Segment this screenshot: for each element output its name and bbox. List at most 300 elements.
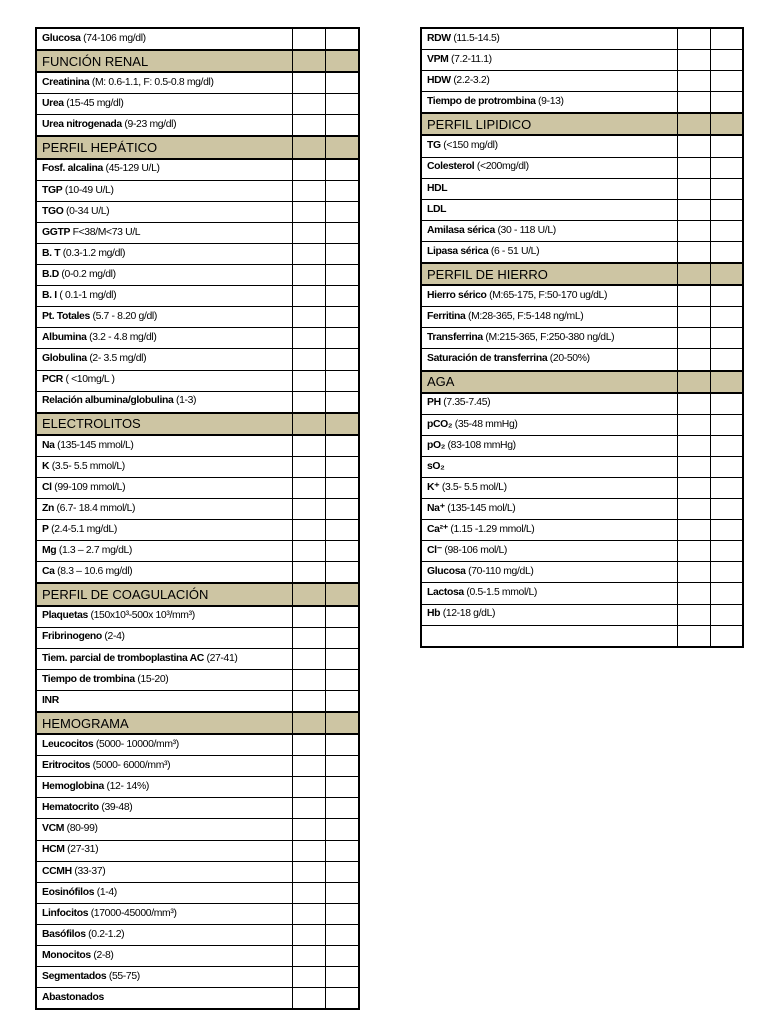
test-name: TGO <box>42 205 64 217</box>
result-cell-1[interactable] <box>677 28 710 50</box>
test-row-linfocitos <box>36 903 359 924</box>
result-cell-2[interactable] <box>710 541 743 562</box>
result-cell-2[interactable] <box>326 734 359 756</box>
test-name: VCM <box>42 823 65 835</box>
reference-range: (7.2-11.1) <box>451 53 492 65</box>
result-cell-2[interactable] <box>326 988 359 1010</box>
test-label <box>36 520 293 541</box>
result-cell-2[interactable] <box>710 28 743 50</box>
test-label <box>36 115 293 137</box>
reference-range: (98-106 mol/L) <box>444 545 508 557</box>
result-cell-1[interactable] <box>293 606 326 628</box>
result-cell-1[interactable] <box>293 328 326 349</box>
result-cell-2[interactable] <box>326 756 359 777</box>
result-cell-2[interactable] <box>326 477 359 498</box>
test-name: pCO₂ <box>427 418 453 430</box>
test-row-k <box>36 456 359 477</box>
test-name: RDW <box>427 32 451 44</box>
result-cell-2[interactable] <box>326 648 359 669</box>
reference-range: (15-45 mg/dl) <box>66 98 124 110</box>
test-row-ca <box>421 520 743 541</box>
section-title: PERFIL DE HIERRO <box>421 263 677 285</box>
test-row-vcm <box>36 819 359 840</box>
reference-range: (2- 3.5 mg/dl) <box>89 353 147 365</box>
test-label <box>36 734 293 756</box>
test-name: Glucosa <box>427 566 466 578</box>
reference-range: (17000-45000/mm³) <box>90 907 177 919</box>
result-cell-1[interactable] <box>293 967 326 988</box>
result-cell-2 <box>710 371 743 393</box>
result-cell-2[interactable] <box>326 349 359 370</box>
result-cell-2[interactable] <box>710 604 743 625</box>
result-cell-2[interactable] <box>710 583 743 604</box>
test-row-colesterol <box>421 157 743 178</box>
test-name: Na <box>42 439 55 451</box>
result-cell-1[interactable] <box>293 924 326 945</box>
result-cell-2[interactable] <box>326 222 359 243</box>
test-label <box>421 499 677 520</box>
result-cell-1[interactable] <box>293 28 326 50</box>
result-cell-2[interactable] <box>326 777 359 798</box>
result-cell-1[interactable] <box>293 734 326 756</box>
test-row-b-i <box>36 286 359 307</box>
test-row-relacion-albumina-globulina <box>36 391 359 413</box>
result-cell-2[interactable] <box>326 541 359 562</box>
result-cell-2[interactable] <box>710 477 743 498</box>
test-name: Hemoglobina <box>42 781 104 793</box>
test-row-zn <box>36 499 359 520</box>
test-label <box>36 669 293 690</box>
reference-range: (8.3 – 10.6 mg/dl) <box>57 566 133 578</box>
result-cell-2[interactable] <box>710 307 743 328</box>
result-cell-2[interactable] <box>326 72 359 94</box>
test-name: PCR <box>42 374 63 386</box>
test-label <box>421 456 677 477</box>
test-row-hematocrito <box>36 798 359 819</box>
test-name: Ferritina <box>427 311 466 323</box>
test-name: Mg <box>42 545 57 557</box>
test-row-b-d <box>36 265 359 286</box>
result-cell-2[interactable] <box>326 606 359 628</box>
result-cell-2[interactable] <box>710 499 743 520</box>
test-label <box>36 798 293 819</box>
result-cell-1[interactable] <box>677 625 710 647</box>
result-cell-1[interactable] <box>677 604 710 625</box>
result-cell-1[interactable] <box>677 307 710 328</box>
result-cell-2[interactable] <box>326 243 359 264</box>
test-label <box>421 285 677 307</box>
test-row-hb <box>421 604 743 625</box>
result-cell-2[interactable] <box>326 201 359 222</box>
result-cell-1[interactable] <box>293 159 326 181</box>
test-row-so <box>421 456 743 477</box>
result-cell-2[interactable] <box>710 92 743 114</box>
reference-range: (27-41) <box>206 652 238 664</box>
test-label <box>36 946 293 967</box>
result-cell-1[interactable] <box>293 435 326 457</box>
result-cell-1[interactable] <box>677 92 710 114</box>
test-row-saturacion-de-transferrina <box>421 349 743 371</box>
result-cell-1[interactable] <box>677 71 710 92</box>
reference-range: (12-18 g/dL) <box>442 608 496 620</box>
result-cell-2[interactable] <box>710 625 743 647</box>
result-cell-2[interactable] <box>710 50 743 71</box>
reference-range: (74-106 mg/dl) <box>83 32 146 44</box>
result-cell-1[interactable] <box>293 903 326 924</box>
reference-range: (83-108 mmHg) <box>447 439 516 451</box>
result-cell-1[interactable] <box>293 562 326 584</box>
result-cell-1[interactable] <box>293 648 326 669</box>
result-cell-1[interactable] <box>677 520 710 541</box>
result-cell-1[interactable] <box>293 520 326 541</box>
test-label <box>36 541 293 562</box>
result-cell-1[interactable] <box>293 265 326 286</box>
reference-range: (3.5- 5.5 mol/L) <box>441 481 507 493</box>
result-cell-1 <box>293 413 326 435</box>
result-cell-1[interactable] <box>677 199 710 220</box>
test-row-creatinina <box>36 72 359 94</box>
result-cell-2[interactable] <box>326 967 359 988</box>
test-label <box>36 222 293 243</box>
result-cell-2[interactable] <box>326 265 359 286</box>
test-label <box>36 94 293 115</box>
test-row-k <box>421 477 743 498</box>
result-cell-1[interactable] <box>677 541 710 562</box>
test-row-hdl <box>421 178 743 199</box>
test-label <box>421 477 677 498</box>
result-cell-1[interactable] <box>293 988 326 1010</box>
test-label <box>421 71 677 92</box>
test-row-urea <box>36 94 359 115</box>
test-name: Cl <box>42 481 52 493</box>
test-row-ph <box>421 393 743 415</box>
test-row-tiem-parcial-de-tromboplastina-ac <box>36 648 359 669</box>
result-cell-2[interactable] <box>326 861 359 882</box>
test-name: Glucosa <box>42 32 81 44</box>
result-cell-2[interactable] <box>326 520 359 541</box>
result-cell-1 <box>293 712 326 734</box>
result-cell-1[interactable] <box>293 349 326 370</box>
result-cell-1[interactable] <box>677 178 710 199</box>
test-row-amilasa-serica <box>421 220 743 241</box>
result-cell-1[interactable] <box>293 819 326 840</box>
result-cell-2[interactable] <box>326 456 359 477</box>
result-cell-2[interactable] <box>326 840 359 861</box>
reference-range: (1.3 – 2.7 mg/dL) <box>58 545 133 557</box>
result-cell-1[interactable] <box>293 690 326 712</box>
test-label <box>36 159 293 181</box>
test-name: Monocitos <box>42 949 91 961</box>
result-cell-2[interactable] <box>710 241 743 263</box>
result-cell-2[interactable] <box>710 520 743 541</box>
test-row-plaquetas <box>36 606 359 628</box>
result-cell-2[interactable] <box>326 669 359 690</box>
test-name: Tiempo de trombina <box>42 673 135 685</box>
result-cell-1[interactable] <box>293 756 326 777</box>
test-name: LDL <box>427 203 447 215</box>
result-cell-1[interactable] <box>677 285 710 307</box>
result-cell-2[interactable] <box>326 94 359 115</box>
result-cell-2[interactable] <box>326 924 359 945</box>
reference-range: (5000- 6000/mm³) <box>92 760 171 772</box>
test-name: Relación albumina/globulina <box>42 395 174 407</box>
result-cell-2[interactable] <box>326 28 359 50</box>
result-cell-2[interactable] <box>710 328 743 349</box>
test-label <box>421 135 677 157</box>
result-cell-2[interactable] <box>710 393 743 415</box>
result-cell-1[interactable] <box>293 882 326 903</box>
result-cell-2[interactable] <box>326 882 359 903</box>
result-cell-2 <box>326 50 359 72</box>
test-label <box>421 241 677 263</box>
result-cell-1[interactable] <box>293 861 326 882</box>
test-name: sO₂ <box>427 460 445 472</box>
test-name: Linfocitos <box>42 907 89 919</box>
result-cell-2[interactable] <box>326 690 359 712</box>
test-name: Plaquetas <box>42 610 88 622</box>
reference-range: (7.35-7.45) <box>443 397 491 409</box>
result-cell-1[interactable] <box>677 562 710 583</box>
result-cell-1[interactable] <box>293 243 326 264</box>
result-cell-2[interactable] <box>326 159 359 181</box>
reference-range: (6.7- 18.4 mmol/L) <box>56 502 136 514</box>
test-row-eosinofilos <box>36 882 359 903</box>
reference-range: (1-4) <box>96 886 117 898</box>
reference-range: (12- 14%) <box>106 781 149 793</box>
result-cell-2[interactable] <box>710 562 743 583</box>
result-cell-1[interactable] <box>293 798 326 819</box>
test-label <box>36 391 293 413</box>
test-label <box>36 180 293 201</box>
test-row-segmentados <box>36 967 359 988</box>
test-row-ldl <box>421 199 743 220</box>
test-label <box>421 562 677 583</box>
test-label <box>36 265 293 286</box>
test-label <box>36 286 293 307</box>
result-cell-1[interactable] <box>293 499 326 520</box>
result-cell-1[interactable] <box>293 946 326 967</box>
test-label <box>36 201 293 222</box>
result-cell-1[interactable] <box>293 627 326 648</box>
result-cell-2[interactable] <box>710 435 743 456</box>
result-cell-2[interactable] <box>710 199 743 220</box>
test-name: Tiempo de protrombina <box>427 96 536 108</box>
result-cell-1[interactable] <box>293 370 326 391</box>
test-label <box>36 28 293 50</box>
reference-range: (9-13) <box>538 96 564 108</box>
test-label <box>36 882 293 903</box>
reference-range: (2-4) <box>104 631 125 643</box>
result-cell-1[interactable] <box>293 777 326 798</box>
result-cell-2[interactable] <box>326 499 359 520</box>
test-row-globulina <box>36 349 359 370</box>
result-cell-2 <box>710 263 743 285</box>
test-label <box>36 777 293 798</box>
reference-range: (70-110 mg/dL) <box>468 566 534 578</box>
result-cell-1 <box>677 113 710 135</box>
result-cell-1[interactable] <box>293 456 326 477</box>
test-name: HDL <box>427 182 448 194</box>
result-cell-1[interactable] <box>293 477 326 498</box>
reference-range: (0-34 U/L) <box>66 205 110 217</box>
result-cell-1[interactable] <box>293 840 326 861</box>
test-row-hierro-serico <box>421 285 743 307</box>
test-label <box>421 541 677 562</box>
reference-range: (135-145 mol/L) <box>447 502 516 514</box>
test-row-tiempo-de-trombina <box>36 669 359 690</box>
reference-range: (5000- 10000/mm³) <box>95 738 179 750</box>
test-label <box>36 307 293 328</box>
test-label <box>421 520 677 541</box>
reference-range: (0.5-1.5 mmol/L) <box>466 587 537 599</box>
test-row-fribrinogeno <box>36 627 359 648</box>
reference-range: (45-129 U/L) <box>105 163 160 175</box>
result-cell-2[interactable] <box>326 286 359 307</box>
test-row-abastonados <box>36 988 359 1010</box>
test-row-p <box>36 520 359 541</box>
test-name: Segmentados <box>42 970 107 982</box>
test-row-glucosa <box>36 28 359 50</box>
test-label <box>421 157 677 178</box>
test-row-tgo <box>36 201 359 222</box>
result-cell-2[interactable] <box>326 307 359 328</box>
reference-range: (11.5-14.5) <box>453 32 500 44</box>
test-row-glucosa <box>421 562 743 583</box>
result-cell-1[interactable] <box>293 222 326 243</box>
result-cell-2[interactable] <box>326 562 359 584</box>
result-cell-1 <box>293 583 326 605</box>
result-cell-2[interactable] <box>326 798 359 819</box>
result-cell-1[interactable] <box>293 180 326 201</box>
result-cell-1[interactable] <box>293 72 326 94</box>
test-label <box>36 690 293 712</box>
test-row-lipasa-serica <box>421 241 743 263</box>
section-title: PERFIL HEPÁTICO <box>36 136 293 158</box>
test-label <box>36 903 293 924</box>
result-cell-2[interactable] <box>326 819 359 840</box>
result-cell-1[interactable] <box>677 477 710 498</box>
result-cell-2[interactable] <box>326 627 359 648</box>
test-label <box>421 604 677 625</box>
result-cell-1[interactable] <box>677 414 710 435</box>
test-label <box>421 178 677 199</box>
result-cell-2[interactable] <box>710 178 743 199</box>
test-label <box>36 328 293 349</box>
reference-range: (39-48) <box>101 802 133 814</box>
result-cell-2[interactable] <box>710 456 743 477</box>
test-row-leucocitos <box>36 734 359 756</box>
test-row-transferrina <box>421 328 743 349</box>
result-cell-1[interactable] <box>677 456 710 477</box>
result-cell-1[interactable] <box>677 393 710 415</box>
result-cell-2[interactable] <box>326 435 359 457</box>
test-name: Eritrocitos <box>42 760 91 772</box>
section-header-funcion-renal <box>36 50 359 72</box>
result-cell-2[interactable] <box>710 220 743 241</box>
result-cell-2[interactable] <box>326 328 359 349</box>
test-row-b-t <box>36 243 359 264</box>
result-cell-1[interactable] <box>677 50 710 71</box>
result-cell-1[interactable] <box>677 349 710 371</box>
result-cell-1[interactable] <box>677 328 710 349</box>
test-name: VPM <box>427 53 449 65</box>
test-row-urea-nitrogenada <box>36 115 359 137</box>
result-cell-2[interactable] <box>326 946 359 967</box>
result-cell-2[interactable] <box>710 414 743 435</box>
result-cell-1[interactable] <box>293 391 326 413</box>
result-cell-1[interactable] <box>293 669 326 690</box>
test-name: Cl⁻ <box>427 545 442 557</box>
test-row-basofilos <box>36 924 359 945</box>
result-cell-1[interactable] <box>677 583 710 604</box>
result-cell-1[interactable] <box>677 241 710 263</box>
lab-table-right <box>420 27 744 648</box>
result-cell-2[interactable] <box>326 115 359 137</box>
result-cell-1[interactable] <box>293 286 326 307</box>
test-label <box>36 967 293 988</box>
test-row-hcm <box>36 840 359 861</box>
test-label <box>36 349 293 370</box>
reference-range: ( <10mg/L ) <box>65 374 115 386</box>
test-name: P <box>42 524 49 535</box>
test-label <box>36 819 293 840</box>
result-cell-1[interactable] <box>293 94 326 115</box>
reference-range: (3.2 - 4.8 mg/dl) <box>89 332 157 344</box>
test-label <box>421 349 677 371</box>
result-cell-2[interactable] <box>326 903 359 924</box>
result-cell-1[interactable] <box>677 135 710 157</box>
test-row-vpm <box>421 50 743 71</box>
reference-range: (5.7 - 8.20 g/dl) <box>92 311 157 323</box>
reference-range: (27-31) <box>67 844 99 856</box>
test-label <box>36 627 293 648</box>
result-cell-2[interactable] <box>710 157 743 178</box>
result-cell-1[interactable] <box>677 220 710 241</box>
lab-table-left <box>35 27 360 1010</box>
test-name: Zn <box>42 502 54 514</box>
result-cell-1[interactable] <box>293 541 326 562</box>
result-cell-1[interactable] <box>677 499 710 520</box>
result-cell-1[interactable] <box>293 307 326 328</box>
test-label <box>36 456 293 477</box>
test-name: Lactosa <box>427 587 464 599</box>
test-label <box>36 435 293 457</box>
test-label <box>421 307 677 328</box>
result-cell-2[interactable] <box>326 391 359 413</box>
result-cell-2[interactable] <box>710 71 743 92</box>
test-name: K <box>42 460 50 472</box>
test-name: Tiem. parcial de tromboplastina AC <box>42 652 204 664</box>
result-cell-2[interactable] <box>710 349 743 371</box>
result-cell-1[interactable] <box>293 201 326 222</box>
result-cell-1[interactable] <box>293 115 326 137</box>
result-cell-2[interactable] <box>326 370 359 391</box>
result-cell-2[interactable] <box>710 285 743 307</box>
result-cell-1[interactable] <box>677 435 710 456</box>
test-label <box>421 220 677 241</box>
test-row-inr <box>36 690 359 712</box>
test-name: Lipasa sérica <box>427 245 489 257</box>
test-row-hemoglobina <box>36 777 359 798</box>
reference-range: (0-0.2 mg/dl) <box>61 268 116 280</box>
test-name: B. T <box>42 247 61 259</box>
result-cell-1[interactable] <box>677 157 710 178</box>
test-name: B.D <box>42 268 59 280</box>
result-cell-2[interactable] <box>710 135 743 157</box>
test-row-tg <box>421 135 743 157</box>
result-cell-2[interactable] <box>326 180 359 201</box>
reference-range: (1-3) <box>175 395 197 407</box>
